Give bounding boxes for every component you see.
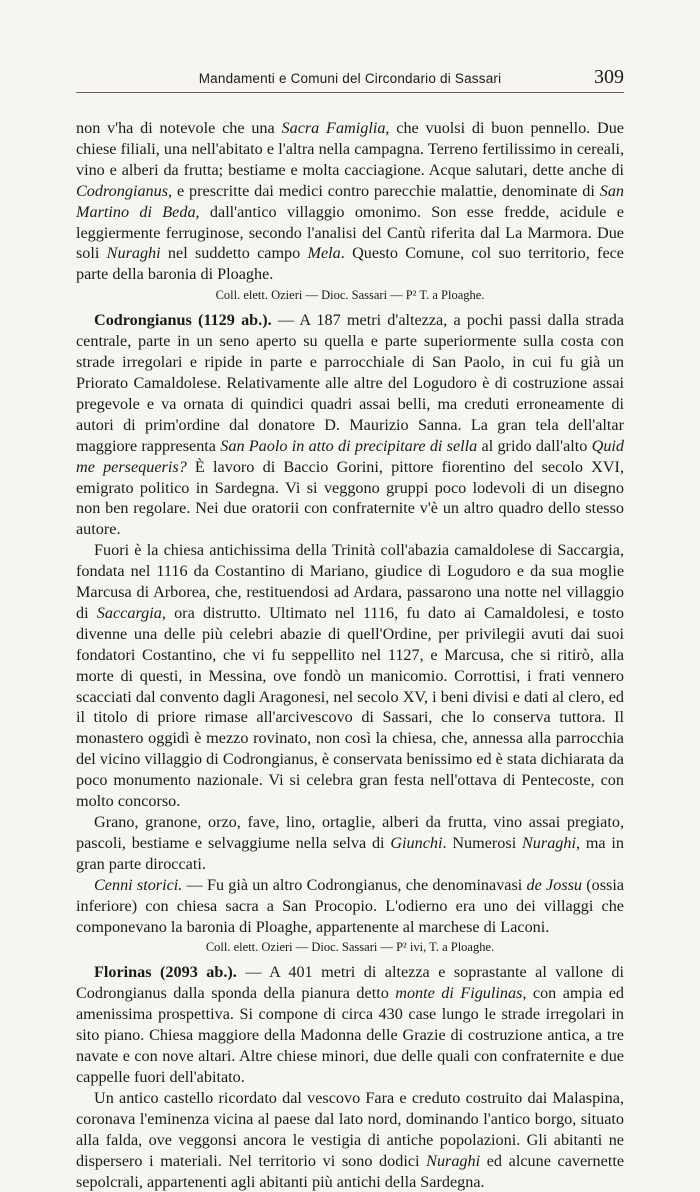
text-run: Fuori è la chiesa antichissima della Trinità coll'abazia camaldolese di Saccargia, fondata nel 1116 da Costantino di Mariano, giudice di Logudoro e da sua moglie Marcusa di Arborea, che, restituendosi ad Ardara, passarono una notte nel villaggio di: [76, 541, 624, 622]
text-run: Coll. elett. Ozieri — Dioc. Sassari — P² ivi, T. a Ploaghe.: [205, 940, 495, 955]
text-run: , con ampia ed amenissima prospettiva. Si compone di circa 430 case lungo le strade irregolari in sito piano. Chiesa maggiore della Madonna delle Grazie di costruzione antica, a tre navate e con nove altari. Altre chiese minori, due delle quali con confraternite e due cappelle fuori dell'abitato.: [76, 984, 624, 1086]
paragraph-continued: [76, 118, 624, 285]
text-run: nel suddetto campo: [160, 244, 308, 263]
italic-term: Quid me persequeris?: [76, 436, 624, 476]
page-body: [76, 118, 624, 1192]
italic-term: Codrongianus: [76, 181, 169, 200]
italic-term: Saccargia: [96, 603, 162, 622]
text-run: , che vuolsi di buon pennello. Due chiese filiali, una nell'abitato e l'altra nella campagna. Terreno fertilissimo in cereali, vino e alberi da frutta; bestiame e molta cacciagione. Acque salutari, dette anche di: [76, 119, 624, 179]
paragraph: [76, 875, 624, 938]
paragraph: [76, 1088, 624, 1192]
electoral-note: [76, 285, 624, 305]
italic-term: Cenni storici.: [94, 875, 183, 894]
italic-term: San Paolo in atto di precipitare di sella: [220, 436, 478, 455]
italic-term: Giunchi: [390, 833, 443, 852]
italic-term: Sacra Famiglia: [281, 119, 386, 137]
italic-term: Nuraghi: [522, 833, 576, 852]
text-run: , ora distrutto. Ultimato nel 1116, fu dato ai Camaldolesi, e tosto divenne una delle più celebri abazie di quell'Ordine, per privilegii avuti dai suoi fondatori Costantino, che vi fu seppellito nel 1127, e Marcusa, che si ritirò, alla morte di questi, in Messina, ove fondò un manicomio. Corrottisi, i frati vennero scacciati dal convento dagli Aragonesi, nel secolo XV, i beni divisi e dati al clero, ed il titolo di priore rimase all'arcivescovo di Sassari, che lo conserva tuttora. Il monastero oggidì è mezzo rovinato, non così la chiesa, che, annessa alla parrocchia del vicino villaggio di Codrongianus, è conservata benissimo ed è stata dichiarata da poco monumento nazionale. Vi si celebra gran festa nell'ottava di Pentecoste, con molto concorso.: [76, 603, 624, 811]
electoral-note: [76, 937, 624, 957]
entry-heading: Codrongianus (1129 ab.).: [94, 311, 272, 330]
text-run: ed alcune cavernette sepolcrali, appartenenti agli abitanti più antichi della Sardegna.: [76, 1151, 625, 1191]
italic-term: Mela: [307, 244, 341, 263]
text-run: al grido dall'alto: [477, 436, 592, 455]
running-header: [76, 62, 624, 93]
text-run: — A 401 metri di altezza e soprastante al vallone di Codrongianus dalla sponda della pianura detto: [76, 963, 625, 1003]
paragraph: [76, 812, 624, 875]
text-run: — Fu già un altro Codrongianus, che denominavasi: [182, 875, 527, 894]
text-run: non v'ha di notevole che una: [76, 119, 282, 137]
commune-entry: [76, 962, 624, 1087]
text-run: Un antico castello ricordato dal vescovo Fara e creduto costruito dai Malaspina, coronava l'eminenza vicina al paese dal lato nord, dominando l'antico borgo, situato alla falda, ove veggonsi ancora le vestigia di antiche popolazioni. Gli abitanti ne dispersero i materiali. Nel territorio vi sono dodici: [76, 1088, 624, 1170]
italic-term: monte di Figulinas: [395, 984, 523, 1003]
commune-entry: [76, 310, 624, 540]
text-run: (ossia inferiore) con chiesa sacra a San Procopio. L'odierno era uno dei villaggi che componevano la baronia di Ploaghe, appartenente al marchese di Laconi.: [76, 875, 625, 936]
text-run: , e prescritte dai medici contro parecchie malattie, denominate di: [168, 181, 600, 200]
italic-term: de Jossu: [526, 875, 583, 894]
text-run: Grano, granone, orzo, fave, lino, ortaglie, alberi da frutta, vino assai pregiato, pascoli, bestiame e selvaggiume nella selva di: [76, 813, 624, 852]
text-run: Coll. elett. Ozieri — Dioc. Sassari — P² T. a Ploaghe.: [215, 288, 485, 303]
italic-term: San Martino di Beda: [76, 181, 624, 221]
text-run: È lavoro di Baccio Gorini, pittore fiorentino del secolo XVI, emigrato politico in Sardegna. Vi si veggono gruppi poco lodevoli di un disegno non ben regolare. Nei due oratorii con confraternite v'è un altro quadro dello stesso autore.: [76, 457, 624, 539]
italic-term: Nuraghi: [426, 1151, 481, 1170]
text-run: , ma in gran parte diroccati.: [76, 833, 624, 873]
page-number: 309: [594, 66, 624, 88]
paragraph: [76, 540, 624, 812]
entry-heading: Florinas (2093 ab.).: [94, 963, 237, 982]
text-run: , dall'antico villaggio omonimo. Son esse fredde, acidule e leggiermente ferruginose, secondo l'analisi del Cantù riferita dal La Marmora. Due soli: [76, 202, 624, 263]
italic-term: Nuraghi: [106, 244, 161, 263]
text-run: . Questo Comune, col suo territorio, fece parte della baronia di Ploaghe.: [76, 244, 624, 284]
text-run: . Numerosi: [442, 833, 522, 852]
text-run: — A 187 metri d'altezza, a pochi passi dalla strada centrale, parte in un seno aperto su quella e parte superiormente sulla costa con strade irregolari e ripide in parte e parrocchiale di San Paolo, in cui fu già un Priorato Camaldolese. Relativamente alle altre del Logudoro è di costruzione assai pregevole e va ornata di quindici quadri assai belli, ma creduti erroneamente di autori di prim'ordine dal donatore D. Maurizio Sanna. La gran tela dell'altar maggiore rappresenta: [76, 311, 625, 455]
header-title: Mandamenti e Comuni del Circondario di Sassari: [198, 71, 502, 86]
